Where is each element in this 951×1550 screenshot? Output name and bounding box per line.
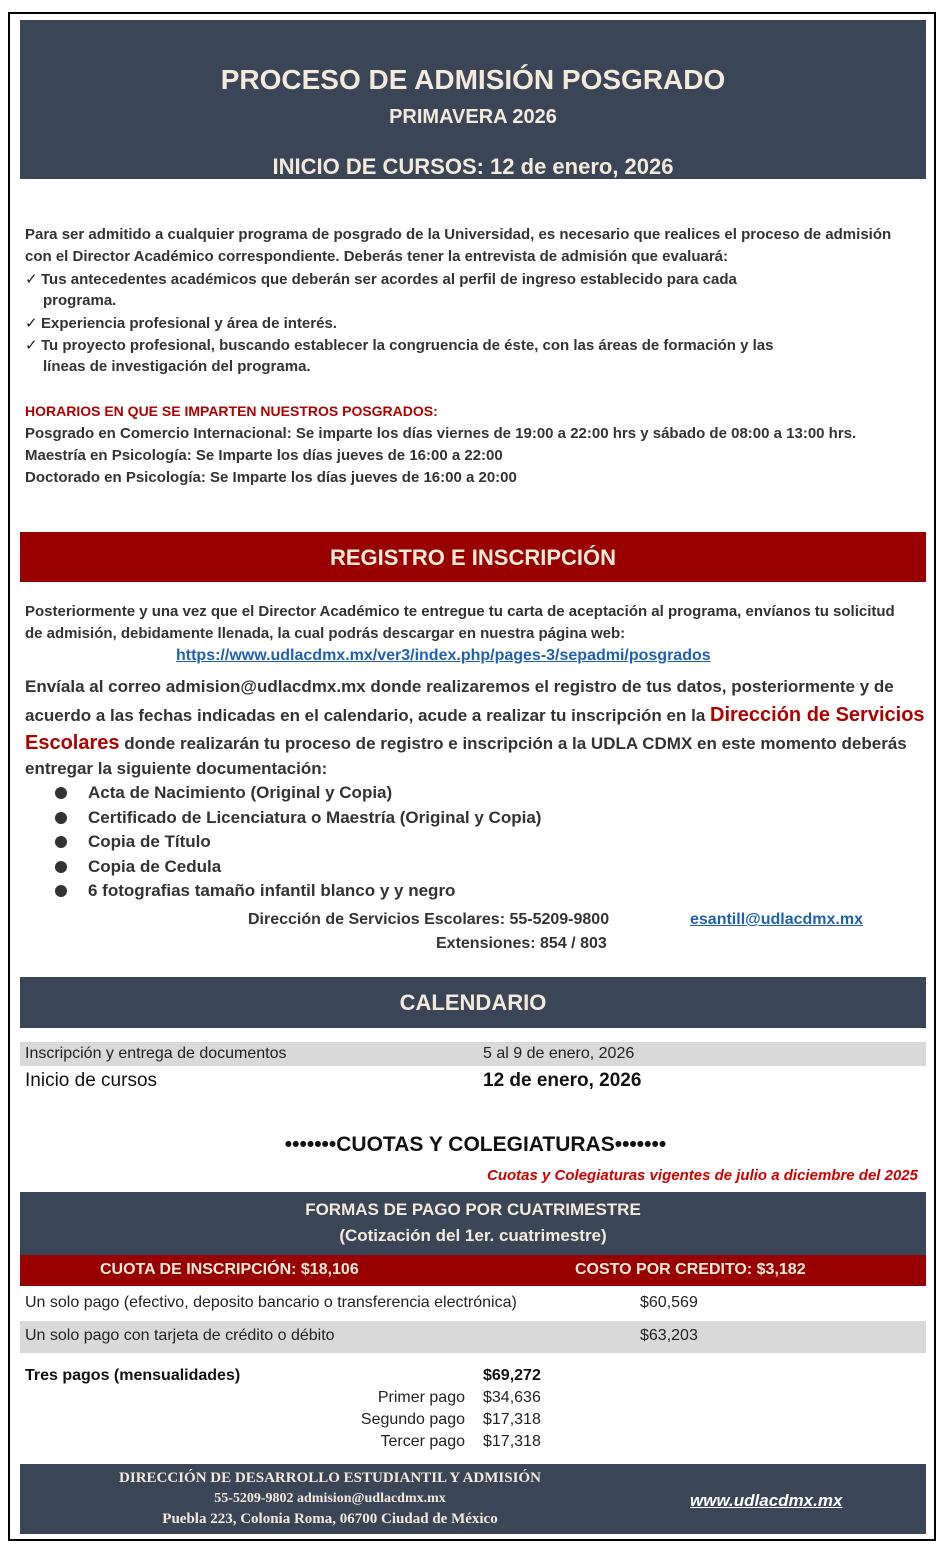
- calendario-banner: [20, 977, 926, 1028]
- registro-p1-line-1: Posteriormente y una vez que el Director Académico te entregue tu carta de aceptación al programa, envíanos tu solicitud: [25, 603, 895, 620]
- footer-dept: DIRECCIÓN DE DESARROLLO ESTUDIANTIL Y ADMISIÓN: [119, 1470, 541, 1486]
- installment-label: Segundo pago: [360, 1411, 465, 1428]
- footer-address: Puebla 223, Colonia Roma, 06700 Ciudad de México: [162, 1511, 498, 1527]
- doc-item: Certificado de Licenciatura o Maestría (Original y Copia): [88, 808, 542, 827]
- calendar-label: Inscripción y entrega de documentos: [25, 1045, 287, 1062]
- registro-p2-line-2: acuerdo a las fechas indicadas en el calendario, acude a realizar tu inscripción en la Dirección de Servicios: [25, 704, 925, 726]
- website-link[interactable]: www.udlacdmx.mx: [690, 1491, 843, 1510]
- doc-item: Copia de Título: [88, 832, 211, 851]
- calendar-date: 12 de enero, 2026: [483, 1070, 642, 1091]
- check-item-3: ✓ Tu proyecto profesional, buscando establecer la congruencia de éste, con las áreas de formación y las: [25, 337, 774, 354]
- cuotas-validity: Cuotas y Colegiaturas vigentes de julio a diciembre del 2025: [487, 1167, 918, 1184]
- registro-p2-line-1: Envíala al correo admision@udlacdmx.mx donde realizaremos el registro de tus datos, posteriormente y de: [25, 677, 894, 696]
- header-banner: [20, 20, 926, 179]
- payment-option-label: Un solo pago con tarjeta de crédito o débito: [25, 1327, 335, 1344]
- registro-heading: REGISTRO E INSCRIPCIÓN: [329, 545, 617, 570]
- doc-item: Copia de Cedula: [88, 857, 222, 876]
- esantill-email-link[interactable]: esantill@udlacdmx.mx: [690, 911, 863, 928]
- credit-cost: COSTO POR CREDITO: $3,182: [575, 1261, 806, 1278]
- three-payments-label: Tres pagos (mensualidades): [25, 1367, 241, 1384]
- bullet-icon: [55, 836, 67, 848]
- payment-box-header: [20, 1192, 926, 1255]
- bullet-icon: [55, 885, 67, 897]
- installment-label: Primer pago: [377, 1389, 465, 1406]
- doc-item: Acta de Nacimiento (Original y Copia): [88, 783, 393, 802]
- schedule-item: Doctorado en Psicología: Se Imparte los días jueves de 16:00 a 20:00: [25, 469, 517, 486]
- calendar-label: Inicio de cursos: [25, 1070, 158, 1091]
- posgrados-link[interactable]: https://www.udlacdmx.mx/ver3/index.php/pages-3/sepadmi/posgrados: [176, 647, 711, 664]
- payment-box-subtitle: (Cotización del 1er. cuatrimestre): [339, 1226, 607, 1245]
- registro-banner: [20, 532, 926, 582]
- doc-item: 6 fotografias tamaño infantil blanco y y negro: [88, 881, 456, 900]
- schedule-item: Maestría en Psicología: Se Imparte los días jueves de 16:00 a 22:00: [25, 447, 503, 464]
- check-icon: ✓: [25, 315, 38, 332]
- installment-amount: $34,636: [483, 1389, 541, 1406]
- payment-option-amount: $63,203: [640, 1327, 698, 1344]
- check-icon: ✓: [25, 271, 38, 288]
- inscription-fee: CUOTA DE INSCRIPCIÓN: $18,106: [100, 1261, 359, 1278]
- installment-amount: $17,318: [483, 1411, 541, 1428]
- payment-option-label: Un solo pago (efectivo, deposito bancario o transferencia electrónica): [25, 1294, 517, 1311]
- calendario-heading: CALENDARIO: [399, 990, 547, 1015]
- check-item-1-cont: programa.: [43, 292, 117, 309]
- escolares-highlight: Escolares: [25, 732, 120, 754]
- calendar-row: [20, 1042, 926, 1066]
- bullet-icon: [55, 861, 67, 873]
- installment-label: Tercer pago: [380, 1433, 465, 1450]
- intro-line-2: con el Director Académico correspondiente. Deberás tener la entrevista de admisión que evaluará:: [25, 248, 729, 265]
- three-payments-total: $69,272: [483, 1367, 541, 1384]
- payment-option-row: [20, 1321, 926, 1353]
- extensions: Extensiones: 854 / 803: [436, 935, 607, 952]
- check-item-3-cont: líneas de investigación del programa.: [43, 358, 311, 375]
- course-start-title: INICIO DE CURSOS: 12 de enero, 2026: [272, 154, 674, 179]
- installment-amount: $17,318: [483, 1433, 541, 1450]
- servicios-escolares-contact: Dirección de Servicios Escolares: 55-5209-9800: [248, 911, 610, 928]
- registro-p2-line-3: Escolares donde realizarán tu proceso de registro e inscripción a la UDLA CDMX en este momento deberás: [25, 732, 907, 754]
- check-item-1: ✓ Tus antecedentes académicos que deberán ser acordes al perfil de ingreso establecido para cada: [25, 271, 737, 288]
- payment-option-amount: $60,569: [640, 1294, 698, 1311]
- check-icon: ✓: [25, 337, 38, 354]
- fee-bar: [20, 1255, 926, 1286]
- page-title: PROCESO DE ADMISIÓN POSGRADO: [220, 64, 726, 95]
- registro-p2-line-4: entregar la siguiente documentación:: [25, 759, 328, 778]
- schedules-heading: HORARIOS EN QUE SE IMPARTEN NUESTROS POSGRADOS:: [25, 403, 438, 419]
- bullet-icon: [55, 812, 67, 824]
- payment-box-title: FORMAS DE PAGO POR CUATRIMESTRE: [305, 1200, 641, 1219]
- footer-banner: [20, 1464, 926, 1534]
- term-title: PRIMAVERA 2026: [389, 106, 557, 128]
- bullet-icon: [55, 787, 67, 799]
- cuotas-heading: •••••••CUOTAS Y COLEGIATURAS•••••••: [284, 1133, 667, 1156]
- schedule-item: Posgrado en Comercio Internacional: Se imparte los días viernes de 19:00 a 22:00 hrs y sábado de 08:00 a 13:00 hrs.: [25, 425, 857, 442]
- check-item-2: ✓ Experiencia profesional y área de interés.: [25, 315, 337, 332]
- calendar-date: 5 al 9 de enero, 2026: [483, 1045, 635, 1062]
- registro-p1-line-2: de admisión, debidamente llenada, la cual podrás descargar en nuestra página web:: [25, 625, 626, 642]
- footer-contact: 55-5209-9802 admision@udlacdmx.mx: [214, 1491, 446, 1506]
- intro-line-1: Para ser admitido a cualquier programa de posgrado de la Universidad, es necesario que realices el proceso de admisión: [25, 226, 892, 243]
- servicios-escolares-highlight: Dirección de Servicios: [710, 704, 925, 726]
